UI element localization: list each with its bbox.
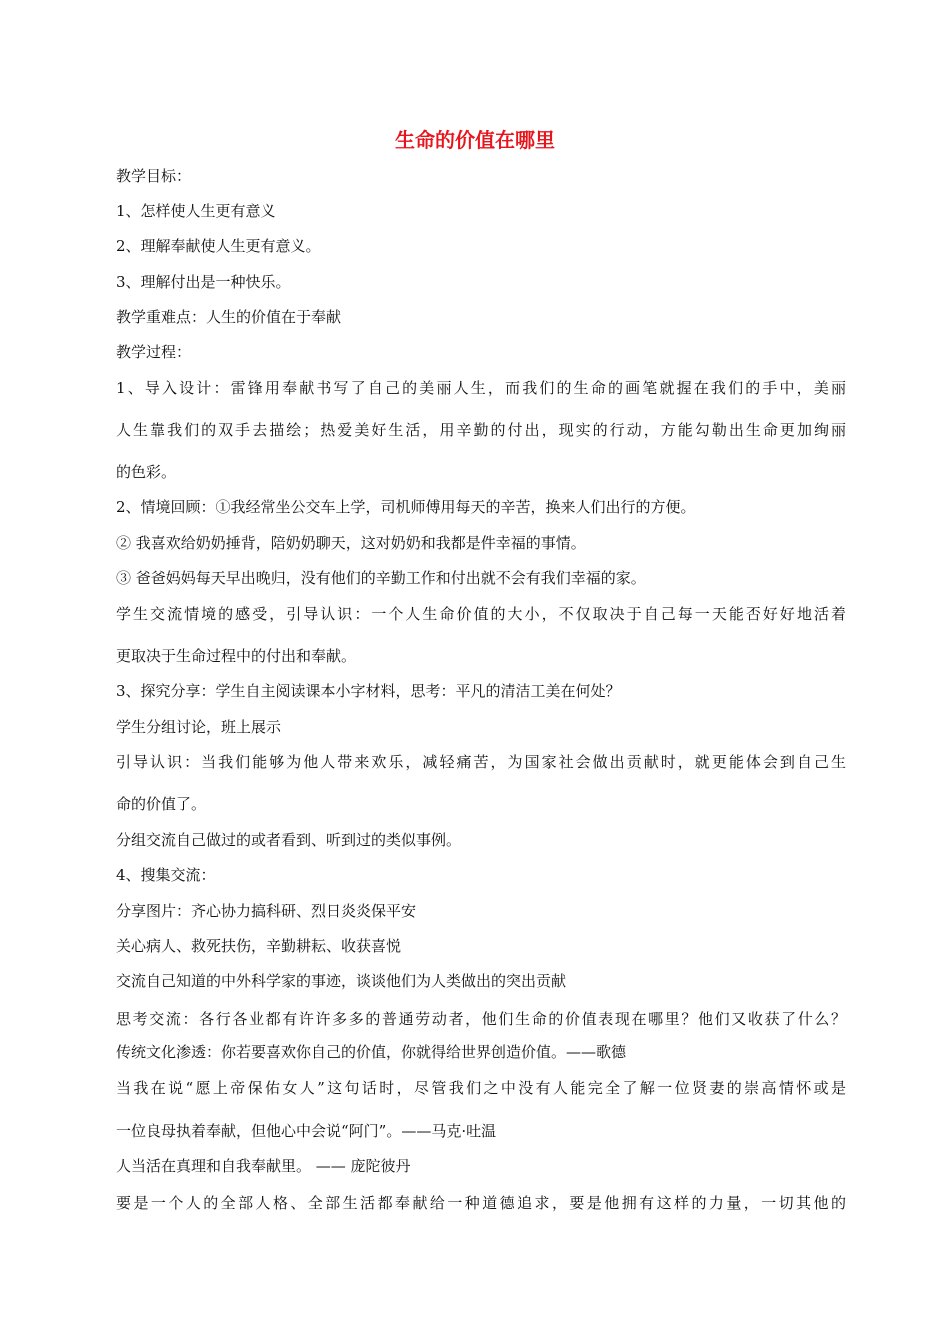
text-line: ③ 爸爸妈妈每天早出晚归，没有他们的辛勤工作和付出就不会有我们幸福的家。	[116, 569, 646, 587]
text-line: 人当活在真理和自我奉献里。 —— 庞陀彼丹	[116, 1157, 411, 1175]
text-line: 命的价值了。	[116, 795, 207, 813]
text-line: 更取决于生命过程中的付出和奉献。	[116, 647, 357, 665]
text-line: ② 我喜欢给奶奶捶背，陪奶奶聊天，这对奶奶和我都是件幸福的事情。	[116, 534, 586, 552]
text-line: 学生分组讨论，班上展示	[116, 718, 282, 736]
text-line: 思考交流：各行各业都有许许多多的普通劳动者，他们生命的价值表现在哪里？他们又收获了什么？	[116, 1010, 846, 1028]
text-line: 1、怎样使人生更有意义	[116, 202, 276, 220]
text-line: 一位良母执着奉献，但他心中会说“阿门”。——马克·吐温	[116, 1122, 497, 1140]
text-line: 关心病人、救死扶伤，辛勤耕耘、收获喜悦	[116, 937, 402, 955]
document-title: 生命的价值在哪里	[395, 128, 555, 152]
text-line: 3、探究分享：学生自主阅读课本小字材料，思考：平凡的清洁工美在何处？	[116, 682, 621, 700]
text-line: 2、理解奉献使人生更有意义。	[116, 237, 321, 255]
text-line: 3、理解付出是一种快乐。	[116, 273, 291, 291]
text-line: 1、导入设计：雷锋用奉献书写了自己的美丽人生，而我们的生命的画笔就握在我们的手中，美丽	[116, 379, 846, 397]
text-line: 人生靠我们的双手去描绘；热爱美好生活，用辛勤的付出，现实的行动，方能勾勒出生命更加绚丽	[116, 421, 846, 439]
text-line: 分组交流自己做过的或者看到、听到过的类似事例。	[116, 831, 462, 849]
text-line: 分享图片：齐心协力搞科研、烈日炎炎保平安	[116, 902, 417, 920]
text-line: 教学过程：	[116, 343, 192, 361]
text-line: 学生交流情境的感受，引导认识：一个人生命价值的大小，不仅取决于自己每一天能否好好地活着	[116, 605, 846, 623]
text-line: 4、搜集交流：	[116, 866, 216, 884]
text-line: 引导认识：当我们能够为他人带来欢乐，减轻痛苦，为国家社会做出贡献时，就更能体会到自己生	[116, 753, 846, 771]
text-line: 2、情境回顾：①我经常坐公交车上学，司机师傅用每天的辛苦，换来人们出行的方便。	[116, 498, 696, 516]
text-line: 教学目标：	[116, 167, 192, 185]
text-line: 要是一个人的全部人格、全部生活都奉献给一种道德追求，要是他拥有这样的力量，一切其他的	[116, 1194, 846, 1212]
text-line: 传统文化渗透：你若要喜欢你自己的价值，你就得给世界创造价值。——歌德	[116, 1043, 627, 1061]
text-line: 交流自己知道的中外科学家的事迹，谈谈他们为人类做出的突出贡献	[116, 972, 567, 990]
text-line: 的色彩。	[116, 463, 177, 481]
text-line: 教学重难点：人生的价值在于奉献	[116, 308, 342, 326]
text-line: 当我在说“愿上帝保佑女人”这句话时，尽管我们之中没有人能完全了解一位贤妻的崇高情怀或是	[116, 1079, 846, 1097]
